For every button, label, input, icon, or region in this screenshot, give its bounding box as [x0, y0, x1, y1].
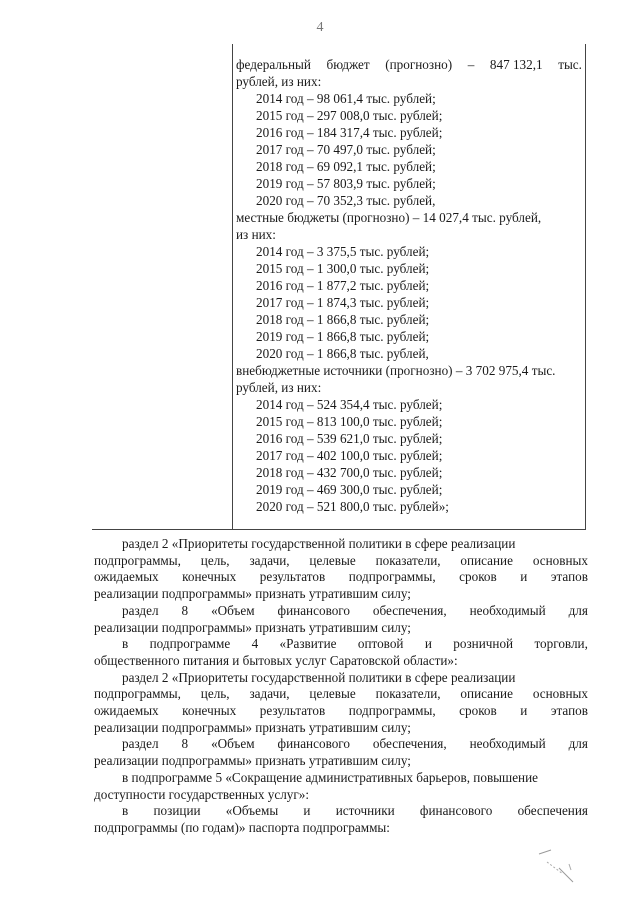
word: обеспечения, — [372, 602, 447, 618]
word: 8 — [181, 602, 189, 618]
word: для — [568, 602, 588, 618]
word: сроков — [459, 703, 497, 719]
word: федеральный — [236, 57, 311, 72]
paragraph-line — [94, 603, 588, 620]
paragraph-line: раздел 2 «Приоритеты государственной политики в сфере реализации — [122, 536, 516, 551]
paragraph-line — [94, 703, 588, 720]
word: ожидаемых — [94, 569, 159, 585]
word: задачи, — [249, 552, 290, 568]
paragraph-line: реализации подпрограммы» признать утратившим силу; — [94, 719, 411, 735]
word: результатов — [259, 703, 326, 719]
word: целевые — [309, 686, 356, 702]
word: описание — [460, 686, 513, 702]
word: результатов — [259, 569, 326, 585]
word: основных — [532, 686, 588, 702]
word: «Объем — [211, 602, 255, 618]
word: подпрограмме — [149, 636, 231, 652]
paragraph-line: реализации подпрограммы» признать утратившим силу; — [94, 586, 411, 602]
funding-line: 2018 год – 432 700,0 тыс. рублей; — [256, 465, 443, 480]
funding-line: 2020 год – 1 866,8 тыс. рублей, — [256, 346, 429, 361]
funding-line: внебюджетные источники (прогнозно) – 3 702 975,4 тыс. — [236, 363, 556, 378]
funding-line: из них: — [236, 227, 276, 242]
paragraph-line — [94, 803, 588, 820]
table-column-divider — [232, 44, 233, 530]
word: в — [122, 636, 129, 652]
funding-line: 2017 год – 70 497,0 тыс. рублей; — [256, 142, 436, 157]
funding-sources-cell — [236, 56, 582, 515]
paragraph-line — [94, 636, 588, 653]
word: раздел — [122, 736, 159, 752]
word: необходимый — [469, 736, 546, 752]
word: подпрограммы, — [94, 552, 181, 568]
word: цель, — [200, 552, 230, 568]
word: финансового — [419, 803, 493, 819]
funding-line: рублей, из них: — [236, 380, 322, 395]
word: для — [568, 736, 588, 752]
word: задачи, — [249, 686, 290, 702]
word: необходимый — [469, 602, 546, 618]
word: ожидаемых — [94, 703, 159, 719]
funding-line: 2014 год – 98 061,4 тыс. рублей; — [256, 91, 436, 106]
passport-table-fragment — [92, 44, 586, 530]
word: розничной — [453, 636, 514, 652]
word: бюджет — [326, 57, 370, 72]
paragraph-line — [94, 686, 588, 703]
word: этапов — [550, 569, 588, 585]
funding-line: 2019 год – 57 803,9 тыс. рублей; — [256, 176, 436, 191]
word: 847 132,1 — [489, 57, 543, 72]
word: «Объемы — [225, 803, 279, 819]
word: конечных — [182, 569, 237, 585]
funding-line: рублей, из них: — [236, 74, 322, 89]
word: описание — [460, 552, 513, 568]
amendment-text — [94, 536, 588, 837]
word: и — [520, 569, 528, 585]
word: финансового — [277, 736, 350, 752]
word: цель, — [200, 686, 230, 702]
word: в — [122, 803, 129, 819]
word: конечных — [182, 703, 237, 719]
word: позиции — [153, 803, 201, 819]
paragraph-line: реализации подпрограммы» признать утратившим силу; — [94, 619, 411, 635]
word: целевые — [309, 552, 356, 568]
word: сроков — [459, 569, 497, 585]
funding-line: 2016 год – 539 621,0 тыс. рублей; — [256, 431, 443, 446]
word: подпрограммы, — [94, 686, 181, 702]
word: показатели, — [375, 686, 441, 702]
paragraph-line — [94, 553, 588, 570]
funding-line — [236, 56, 582, 73]
funding-line: 2018 год – 69 092,1 тыс. рублей; — [256, 159, 436, 174]
word: обеспечения, — [372, 736, 447, 752]
word: 4 — [251, 636, 259, 652]
funding-line: 2015 год – 1 300,0 тыс. рублей; — [256, 261, 430, 276]
handwritten-mark — [533, 848, 583, 888]
funding-line: 2019 год – 1 866,8 тыс. рублей; — [256, 329, 430, 344]
funding-line: 2020 год – 70 352,3 тыс. рублей, — [256, 193, 436, 208]
funding-line: местные бюджеты (прогнозно) – 14 027,4 тыс. рублей, — [236, 210, 542, 225]
paragraph-line: реализации подпрограммы» признать утратившим силу; — [94, 753, 411, 769]
table-bottom-border — [92, 529, 586, 530]
word: основных — [532, 552, 588, 568]
funding-line: 2017 год – 1 874,3 тыс. рублей; — [256, 295, 430, 310]
funding-line: 2014 год – 524 354,4 тыс. рублей; — [256, 397, 443, 412]
funding-line: 2017 год – 402 100,0 тыс. рублей; — [256, 448, 443, 463]
word: и — [520, 703, 528, 719]
word: обеспечения — [517, 803, 588, 819]
funding-line: 2014 год – 3 375,5 тыс. рублей; — [256, 244, 430, 259]
word: оптовой — [357, 636, 404, 652]
paragraph-line — [94, 736, 588, 753]
funding-line: 2018 год – 1 866,8 тыс. рублей; — [256, 312, 430, 327]
funding-line: 2020 год – 521 800,0 тыс. рублей»; — [256, 499, 449, 514]
word: финансового — [277, 602, 350, 618]
funding-line: 2016 год – 1 877,2 тыс. рублей; — [256, 278, 430, 293]
funding-line: 2015 год – 297 008,0 тыс. рублей; — [256, 108, 443, 123]
paragraph-line: общественного питания и бытовых услуг Саратовской области»: — [94, 652, 458, 668]
word: и — [303, 803, 311, 819]
funding-line: 2015 год – 813 100,0 тыс. рублей; — [256, 414, 443, 429]
word: раздел — [122, 602, 159, 618]
word: тыс. — [558, 57, 582, 72]
paragraph-line — [94, 569, 588, 586]
paragraph-line: подпрограммы (по годам)» паспорта подпрограммы: — [94, 819, 390, 835]
word: «Развитие — [279, 636, 337, 652]
table-right-border — [585, 44, 586, 530]
word: «Объем — [211, 736, 255, 752]
word: подпрограммы, — [348, 703, 436, 719]
paragraph-line: в подпрограмме 5 «Сокращение административных барьеров, повышение — [122, 769, 539, 785]
paragraph-line: доступности государственных услуг»: — [94, 786, 310, 802]
word: и — [424, 636, 432, 652]
page-number: 4 — [316, 20, 324, 35]
word: показатели, — [375, 552, 441, 568]
word: 8 — [181, 736, 189, 752]
word: источники — [335, 803, 395, 819]
paragraph-line: раздел 2 «Приоритеты государственной политики в сфере реализации — [122, 669, 516, 685]
word: – — [467, 57, 475, 72]
word: подпрограммы, — [348, 569, 436, 585]
word: торговли, — [534, 636, 588, 652]
funding-line: 2019 год – 469 300,0 тыс. рублей; — [256, 482, 443, 497]
word: (прогнозно) — [385, 57, 453, 72]
funding-line: 2016 год – 184 317,4 тыс. рублей; — [256, 125, 443, 140]
word: этапов — [550, 703, 588, 719]
